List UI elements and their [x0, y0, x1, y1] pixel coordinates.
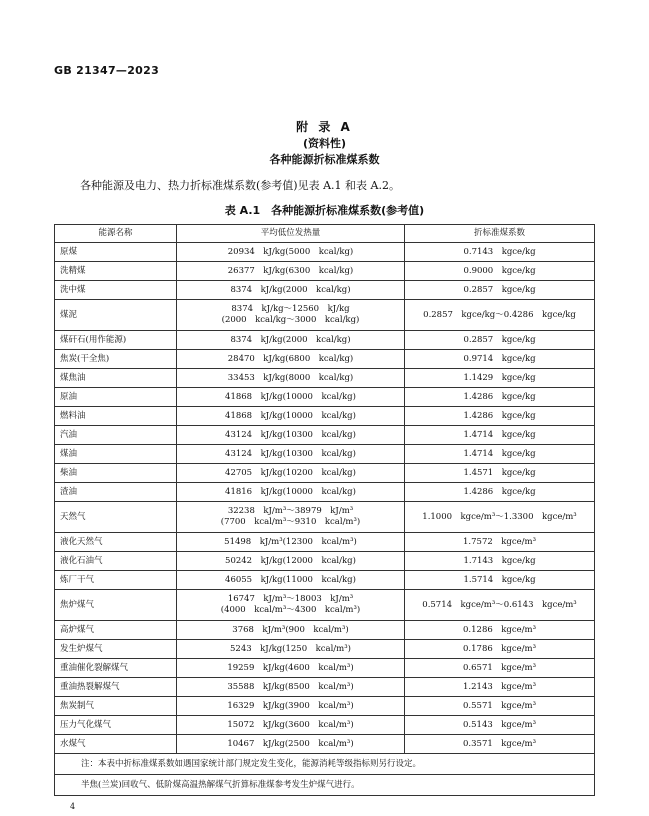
appendix-title: 附 录 A	[296, 120, 353, 134]
coefficient-cell	[405, 445, 595, 464]
heat-value-cell	[177, 640, 405, 659]
heat-value-cell-line: 3768 kJ/m³(900 kcal/m³)	[232, 624, 349, 635]
table-row	[55, 590, 595, 621]
heat-value-cell	[177, 735, 405, 754]
coefficient-cell	[405, 407, 595, 426]
table-row	[55, 369, 595, 388]
energy-name-cell: 重油催化裂解煤气	[55, 659, 177, 678]
standard-number: GB 21347—2023	[54, 64, 160, 77]
heat-value-cell	[177, 426, 405, 445]
table-row	[55, 300, 595, 331]
coefficient-cell-line: 1.7143 kgce/kg	[463, 555, 536, 566]
coefficient-cell-line: 0.6571 kgce/m³	[463, 662, 536, 673]
heat-value-cell	[177, 697, 405, 716]
coefficient-cell	[405, 388, 595, 407]
table-row	[55, 716, 595, 735]
coefficient-cell	[405, 243, 595, 262]
heat-value-cell	[177, 571, 405, 590]
table-header-row	[55, 225, 595, 243]
energy-name-cell: 重油热裂解煤气	[55, 678, 177, 697]
table-row	[55, 483, 595, 502]
coefficient-cell	[405, 552, 595, 571]
heat-value-cell-line: 8374 kJ/kg(2000 kcal/kg)	[230, 334, 351, 345]
coefficient-cell-line: 1.4286 kgce/kg	[463, 486, 536, 497]
coefficient-cell-line: 0.2857 kgce/kg	[463, 284, 536, 295]
heat-value-cell-line: 16329 kJ/kg(3900 kcal/m³)	[227, 700, 354, 711]
coefficient-cell-line: 0.3571 kgce/m³	[463, 738, 536, 749]
energy-name-cell: 煤矸石(用作能源)	[55, 331, 177, 350]
coefficient-cell	[405, 533, 595, 552]
heat-value-cell	[177, 369, 405, 388]
table-row	[55, 697, 595, 716]
energy-name-cell: 燃料油	[55, 407, 177, 426]
heat-value-cell-line: 46055 kJ/kg(11000 kcal/kg)	[225, 574, 356, 585]
appendix-nature: (资料性)	[302, 137, 347, 150]
heat-value-cell-line: 8374 kJ/kg～12560 kJ/kg	[231, 304, 350, 314]
energy-name-cell: 高炉煤气	[55, 621, 177, 640]
heat-value-cell	[177, 533, 405, 552]
heat-value-cell-line: 5243 kJ/kg(1250 kcal/m³)	[230, 643, 351, 654]
coefficient-cell-line: 0.1286 kgce/m³	[463, 624, 536, 635]
energy-name-cell: 煤焦油	[55, 369, 177, 388]
table-row	[55, 388, 595, 407]
energy-name-cell: 天然气	[55, 502, 177, 533]
table-row	[55, 331, 595, 350]
heat-value-cell	[177, 678, 405, 697]
table-row	[55, 464, 595, 483]
heat-value-cell-line: (2000 kcal/kg～3000 kcal/kg)	[221, 315, 360, 325]
heat-value-cell	[177, 552, 405, 571]
coefficient-cell-line: 0.2857 kgce/kg	[463, 334, 536, 345]
table-row	[55, 445, 595, 464]
coefficient-cell	[405, 483, 595, 502]
heat-value-cell-line: (7700 kcal/m³～9310 kcal/m³)	[220, 517, 361, 527]
coefficient-cell-line: 1.4286 kgce/kg	[463, 391, 536, 402]
coefficient-cell-line: 0.5714 kgce/m³～0.6143 kgce/m³	[422, 599, 577, 610]
coefficient-cell	[405, 426, 595, 445]
table-caption: 表 A.1 各种能源折标准煤系数(参考值)	[224, 204, 425, 217]
coefficient-cell	[405, 300, 595, 331]
table-row	[55, 243, 595, 262]
coefficient-cell-line: 1.2143 kgce/m³	[463, 681, 536, 692]
heat-value-cell	[177, 483, 405, 502]
coefficient-cell	[405, 678, 595, 697]
intro-paragraph: 各种能源及电力、热力折标准煤系数(参考值)见表 A.1 和表 A.2。	[80, 179, 400, 192]
energy-name-cell: 煤油	[55, 445, 177, 464]
heat-value-cell-line: 16747 kJ/m³～18003 kJ/m³	[227, 594, 354, 604]
energy-name-cell: 洗中煤	[55, 281, 177, 300]
energy-name-cell: 渣油	[55, 483, 177, 502]
table-row	[55, 621, 595, 640]
heat-value-cell	[177, 281, 405, 300]
energy-name-cell: 柴油	[55, 464, 177, 483]
energy-name-cell: 焦炉煤气	[55, 590, 177, 621]
coefficient-cell-line: 1.5714 kgce/kg	[463, 574, 536, 585]
energy-name-cell: 焦炭制气	[55, 697, 177, 716]
coefficient-cell	[405, 464, 595, 483]
heat-value-cell-line: 43124 kJ/kg(10300 kcal/kg)	[225, 448, 356, 459]
energy-name-cell: 洗精煤	[55, 262, 177, 281]
table-row	[55, 281, 595, 300]
coefficient-cell	[405, 502, 595, 533]
coefficient-cell-line: 0.5143 kgce/m³	[463, 719, 536, 730]
coefficient-cell	[405, 735, 595, 754]
coefficient-cell	[405, 571, 595, 590]
coefficient-cell-line: 0.2857 kgce/kg～0.4286 kgce/kg	[423, 309, 576, 320]
coefficient-cell-line: 1.4571 kgce/kg	[463, 467, 536, 478]
energy-name-cell: 水煤气	[55, 735, 177, 754]
coefficient-cell-line: 1.1429 kgce/kg	[463, 372, 536, 383]
heat-value-cell	[177, 388, 405, 407]
heat-value-cell	[177, 590, 405, 621]
table-row	[55, 426, 595, 445]
heat-value-cell	[177, 407, 405, 426]
table-note-row	[55, 775, 595, 796]
heat-value-cell-line: 50242 kJ/kg(12000 kcal/kg)	[225, 555, 356, 566]
heat-value-cell	[177, 262, 405, 281]
coefficient-cell	[405, 350, 595, 369]
table-row	[55, 262, 595, 281]
energy-name-cell: 炼厂干气	[55, 571, 177, 590]
coefficient-cell-line: 0.9000 kgce/kg	[463, 265, 536, 276]
energy-name-cell: 液化石油气	[55, 552, 177, 571]
heat-value-cell-line: 41868 kJ/kg(10000 kcal/kg)	[225, 410, 356, 421]
heat-value-cell	[177, 621, 405, 640]
heat-value-cell-line: 15072 kJ/kg(3600 kcal/m³)	[227, 719, 354, 730]
heat-value-cell-line: 8374 kJ/kg(2000 kcal/kg)	[230, 284, 351, 295]
table-row	[55, 571, 595, 590]
coefficient-cell	[405, 621, 595, 640]
table-note-row	[55, 754, 595, 775]
energy-name-cell: 焦炭(干全焦)	[55, 350, 177, 369]
energy-name-cell: 发生炉煤气	[55, 640, 177, 659]
heat-value-cell-line: 26377 kJ/kg(6300 kcal/kg)	[227, 265, 354, 276]
coefficient-cell-line: 1.4286 kgce/kg	[463, 410, 536, 421]
coefficient-cell-line: 1.4714 kgce/kg	[463, 448, 536, 459]
coefficient-cell-line: 1.7572 kgce/m³	[463, 536, 536, 547]
table-row	[55, 552, 595, 571]
heat-value-cell-line: 41868 kJ/kg(10000 kcal/kg)	[225, 391, 356, 402]
coefficient-cell	[405, 640, 595, 659]
page-number: 4	[70, 802, 76, 811]
coefficient-cell	[405, 659, 595, 678]
heat-value-cell	[177, 716, 405, 735]
table-row	[55, 533, 595, 552]
energy-name-cell: 原煤	[55, 243, 177, 262]
coefficient-cell	[405, 697, 595, 716]
heat-value-cell-line: (4000 kcal/m³～4300 kcal/m³)	[220, 605, 361, 615]
coefficient-cell-line: 0.5571 kgce/m³	[463, 700, 536, 711]
coefficient-table	[54, 224, 595, 796]
coefficient-cell-line: 0.7143 kgce/kg	[463, 246, 536, 257]
heat-value-cell	[177, 659, 405, 678]
header-energy-name: 能源名称	[55, 225, 177, 243]
heat-value-cell	[177, 445, 405, 464]
coefficient-cell	[405, 716, 595, 735]
heat-value-cell-line: 43124 kJ/kg(10300 kcal/kg)	[225, 429, 356, 440]
energy-name-cell: 液化天然气	[55, 533, 177, 552]
coefficient-cell	[405, 262, 595, 281]
energy-name-cell: 原油	[55, 388, 177, 407]
heat-value-cell-line: 10467 kJ/kg(2500 kcal/m³)	[227, 738, 354, 749]
table-row	[55, 640, 595, 659]
heat-value-cell-line: 28470 kJ/kg(6800 kcal/kg)	[227, 353, 354, 364]
heat-value-cell-line: 33453 kJ/kg(8000 kcal/kg)	[227, 372, 354, 383]
coefficient-cell-line: 0.1786 kgce/m³	[463, 643, 536, 654]
appendix-heading: 各种能源折标准煤系数	[269, 153, 380, 166]
energy-name-cell: 煤泥	[55, 300, 177, 331]
coefficient-cell	[405, 331, 595, 350]
heat-value-cell-line: 51498 kJ/m³(12300 kcal/m³)	[224, 536, 357, 547]
heat-value-cell	[177, 300, 405, 331]
table-note: 半焦(兰炭)回收气、低阶煤高温热解煤气折算标准煤参考发生炉煤气进行。	[55, 775, 595, 796]
table-row	[55, 735, 595, 754]
heat-value-cell-line: 41816 kJ/kg(10000 kcal/kg)	[225, 486, 356, 497]
coefficient-cell	[405, 369, 595, 388]
table-row	[55, 502, 595, 533]
heat-value-cell	[177, 350, 405, 369]
table-row	[55, 659, 595, 678]
heat-value-cell	[177, 331, 405, 350]
coefficient-cell	[405, 281, 595, 300]
heat-value-cell	[177, 502, 405, 533]
heat-value-cell-line: 42705 kJ/kg(10200 kcal/kg)	[225, 467, 356, 478]
heat-value-cell-line: 20934 kJ/kg(5000 kcal/kg)	[227, 246, 354, 257]
coefficient-cell-line: 1.4714 kgce/kg	[463, 429, 536, 440]
coefficient-cell-line: 1.1000 kgce/m³～1.3300 kgce/m³	[422, 511, 577, 522]
coefficient-cell	[405, 590, 595, 621]
heat-value-cell	[177, 464, 405, 483]
heat-value-cell-line: 19259 kJ/kg(4600 kcal/m³)	[227, 662, 354, 673]
energy-name-cell: 汽油	[55, 426, 177, 445]
table-note: 注：本表中折标准煤系数如遇国家统计部门规定发生变化，能源消耗等级指标则另行设定。	[55, 754, 595, 775]
coefficient-cell-line: 0.9714 kgce/kg	[463, 353, 536, 364]
heat-value-cell	[177, 243, 405, 262]
heat-value-cell-line: 32238 kJ/m³～38979 kJ/m³	[227, 506, 354, 516]
header-heat-value: 平均低位发热量	[177, 225, 405, 243]
heat-value-cell-line: 35588 kJ/kg(8500 kcal/m³)	[227, 681, 354, 692]
table-row	[55, 407, 595, 426]
header-coefficient: 折标准煤系数	[405, 225, 595, 243]
table-row	[55, 678, 595, 697]
energy-name-cell: 压力气化煤气	[55, 716, 177, 735]
table-row	[55, 350, 595, 369]
